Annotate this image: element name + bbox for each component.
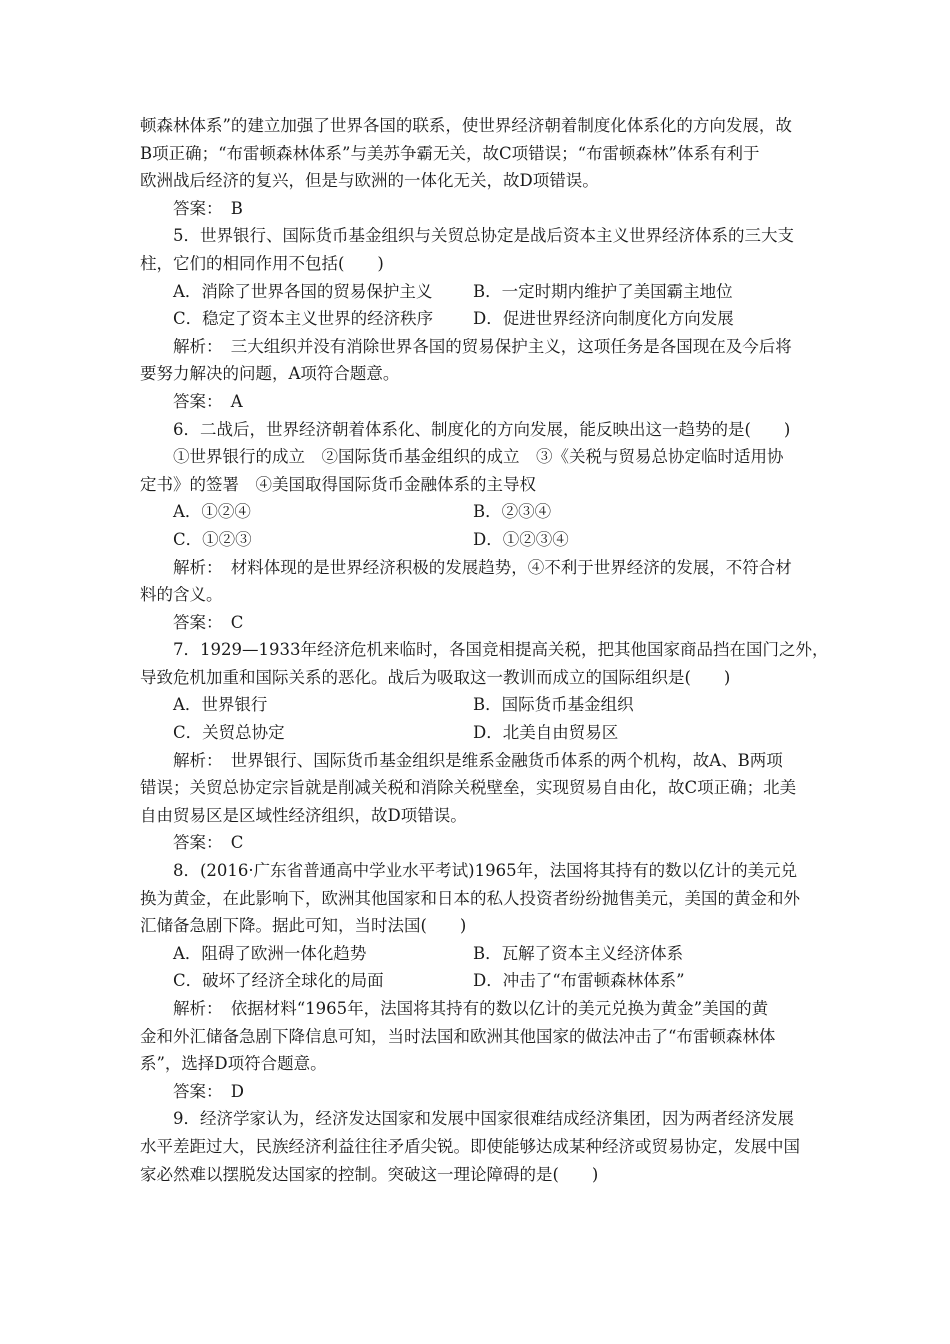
option-b: B．国际货币基金组织 xyxy=(473,695,634,715)
answer-line: 答案： A xyxy=(173,391,243,411)
option-row xyxy=(140,305,820,333)
answer-line: 答案： D xyxy=(173,1081,244,1101)
question-stem: 8．(2016·广东省普通高中学业水平考试)1965年，法国将其持有的数以亿计的美元兑 xyxy=(173,861,798,881)
option-b: B．瓦解了资本主义经济体系 xyxy=(473,943,684,963)
answer-line: 答案： B xyxy=(173,198,243,218)
question-stem: 柱，它们的相同作用不包括( ) xyxy=(140,253,384,273)
question-7 xyxy=(140,636,829,857)
option-row xyxy=(140,526,820,554)
text-line: 顿森林体系”的建立加强了世界各国的联系，使世界经济朝着制度化体系化的方向发展，故 xyxy=(140,116,792,135)
analysis-line: 解析： 材料体现的是世界经济积极的发展趋势，④不利于世界经济的发展，不符合材 xyxy=(173,557,792,577)
option-c: C．破坏了经济全球化的局面 xyxy=(173,971,384,991)
analysis-line: 金和外汇储备急剧下降信息可知，当时法国和欧洲其他国家的做法冲击了“布雷顿森林体 xyxy=(140,1026,776,1046)
question-6 xyxy=(140,416,820,637)
question-stem: ①世界银行的成立 ②国际货币基金组织的成立 ③《关税与贸易总协定临时适用协 xyxy=(173,447,784,467)
option-row xyxy=(140,967,820,995)
question-stem: 5．世界银行、国际货币基金组织与关贸总协定是战后资本主义世界经济体系的三大支 xyxy=(173,226,794,246)
analysis-line: 解析： 依据材料“1965年，法国将其持有的数以亿计的美元兑换为黄金”美国的黄 xyxy=(173,999,769,1018)
option-b: B．一定时期内维护了美国霸主地位 xyxy=(473,281,733,301)
option-row xyxy=(140,278,820,306)
answer-line: 答案： C xyxy=(173,612,244,632)
question-stem: 7．1929—1933年经济危机来临时，各国竞相提高关税，把其他国家商品挡在国门之外， xyxy=(173,640,829,660)
option-a: A．①②④ xyxy=(173,502,251,522)
analysis-line: 错误；关贸总协定宗旨就是削减关税和消除关税壁垒，实现贸易自由化，故C项正确；北美 xyxy=(140,778,797,798)
analysis-line: 解析： 世界银行、国际货币基金组织是维系金融货币体系的两个机构，故A、B两项 xyxy=(173,750,783,770)
option-row xyxy=(140,691,820,719)
text-line: 欧洲战后经济的复兴，但是与欧洲的一体化无关，故D项错误。 xyxy=(140,171,599,191)
question-4-analysis-tail xyxy=(140,112,820,222)
option-b: B．②③④ xyxy=(473,502,552,522)
question-stem: 6．二战后，世界经济朝着体系化、制度化的方向发展，能反映出这一趋势的是( ) xyxy=(173,419,791,439)
option-c: C．关贸总协定 xyxy=(173,723,285,743)
question-stem: 家必然难以摆脱发达国家的控制。突破这一理论障碍的是( ) xyxy=(140,1164,599,1184)
option-d: D．冲击了“布雷顿森林体系” xyxy=(473,971,685,991)
option-c: C．①②③ xyxy=(173,529,252,549)
option-a: A．世界银行 xyxy=(173,695,268,715)
question-stem: 9．经济学家认为，经济发达国家和发展中国家很难结成经济集团，因为两者经济发展 xyxy=(173,1109,794,1129)
question-stem: 导致危机加重和国际关系的恶化。战后为吸取这一教训而成立的国际组织是( ) xyxy=(140,667,731,687)
question-stem: 换为黄金，在此影响下，欧洲其他国家和日本的私人投资者纷纷抛售美元，美国的黄金和外 xyxy=(140,888,800,908)
question-9 xyxy=(140,1105,820,1188)
document-page xyxy=(140,112,829,1188)
option-c: C．稳定了资本主义世界的经济秩序 xyxy=(173,309,434,329)
option-a: A．消除了世界各国的贸易保护主义 xyxy=(173,281,433,301)
option-row xyxy=(140,719,820,747)
option-d: D．促进世界经济向制度化方向发展 xyxy=(473,309,734,329)
option-d: D．①②③④ xyxy=(473,529,569,549)
question-5 xyxy=(140,222,820,415)
question-stem: 定书》的签署 ④美国取得国际货币金融体系的主导权 xyxy=(140,474,536,494)
question-stem: 汇储备急剧下降。据此可知，当时法国( ) xyxy=(140,916,467,936)
option-d: D．北美自由贸易区 xyxy=(473,723,619,743)
analysis-line: 解析： 三大组织并没有消除世界各国的贸易保护主义，这项任务是各国现在及今后将 xyxy=(173,336,792,356)
analysis-line: 料的含义。 xyxy=(140,585,223,605)
option-a: A．阻碍了欧洲一体化趋势 xyxy=(173,943,367,963)
question-stem: 水平差距过大，民族经济利益往往矛盾尖锐。即使能够达成某种经济或贸易协定，发展中国 xyxy=(140,1136,800,1156)
analysis-line: 系”，选择D项符合题意。 xyxy=(140,1054,327,1074)
answer-line: 答案： C xyxy=(173,833,244,853)
analysis-line: 自由贸易区是区域性经济组织，故D项错误。 xyxy=(140,805,467,825)
option-row xyxy=(140,940,820,968)
text-line: B项正确；“布雷顿森林体系”与美苏争霸无关，故C项错误；“布雷顿森林”体系有利于 xyxy=(140,143,760,163)
option-row xyxy=(140,498,820,526)
question-8 xyxy=(140,857,820,1105)
analysis-line: 要努力解决的问题，A项符合题意。 xyxy=(140,364,400,384)
